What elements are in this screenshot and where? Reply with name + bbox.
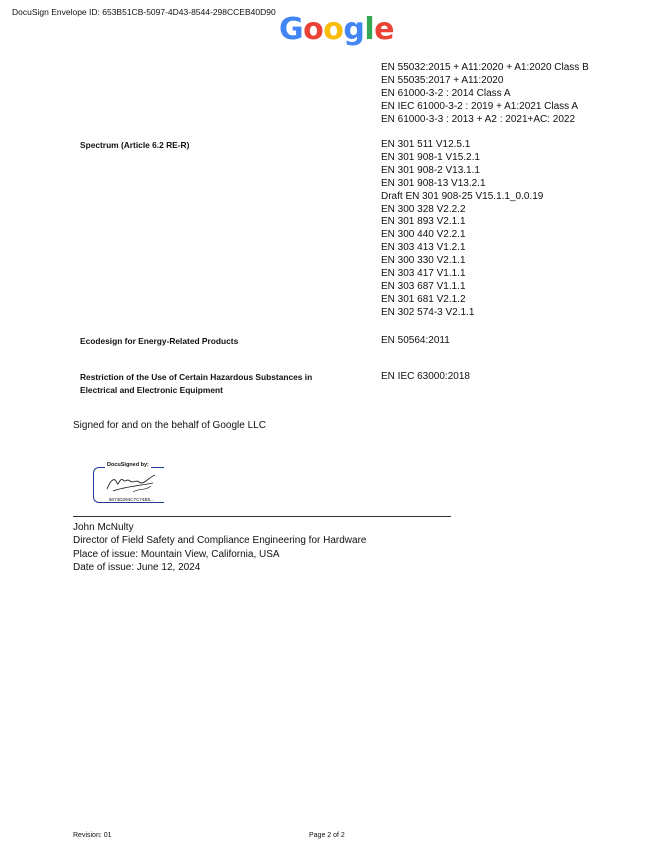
ecodesign-standard: EN 50564:2011 (381, 335, 450, 346)
logo-letter-e: e (374, 12, 395, 47)
emc-standard: EN 55032:2015 + A11:2020 + A1:2020 Class B (381, 62, 589, 73)
ecodesign-label: Ecodesign for Energy-Related Products (80, 336, 239, 346)
spectrum-standard: EN 301 908-1 V15.2.1 (381, 151, 480, 163)
footer-revision: Revision: 01 (73, 832, 112, 839)
spectrum-standard: EN 303 687 V1.1.1 (381, 280, 466, 292)
docusigned-by-label: DocuSigned by: (107, 462, 149, 468)
rohs-label-line1: Restriction of the Use of Certain Hazardous Substances in (80, 372, 313, 382)
signed-for-text: Signed for and on the behalf of Google LLC (73, 420, 266, 431)
logo-letter-o2: o (323, 12, 344, 47)
spectrum-standard: EN 301 511 V12.5.1 (381, 139, 471, 150)
spectrum-standard: EN 300 328 V2.2.2 (381, 203, 466, 215)
signer-name: John McNulty (73, 522, 134, 533)
footer-page-number: Page 2 of 2 (309, 832, 345, 839)
emc-standard: EN 61000-3-3 : 2013 + A2 : 2021+AC: 2022 (381, 113, 576, 125)
spectrum-standard: EN 301 908-2 V13.1.1 (381, 164, 480, 176)
logo-letter-g2: g (343, 12, 365, 47)
spectrum-standard: EN 302 574-3 V2.1.1 (381, 306, 475, 318)
date-of-issue: Date of issue: June 12, 2024 (73, 561, 201, 573)
spectrum-standard: EN 300 440 V2.2.1 (381, 229, 466, 241)
logo-letter-o1: o (303, 12, 324, 47)
rohs-label (80, 371, 312, 397)
emc-standards-list (381, 62, 589, 127)
logo-letter-l: l (364, 12, 375, 47)
spectrum-standards-list (381, 139, 543, 320)
spectrum-standard: EN 301 893 V2.1.1 (381, 216, 466, 228)
signer-block (73, 521, 366, 574)
emc-standard: EN 61000-3-2 : 2014 Class A (381, 87, 511, 99)
emc-standard: EN IEC 61000-3-2 : 2019 + A1:2021 Class A (381, 100, 579, 112)
emc-standard: EN 55035:2017 + A11:2020 (381, 74, 504, 86)
spectrum-standard: EN 301 908-13 V13.2.1 (381, 177, 486, 189)
spectrum-standard: EN 300 330 V2.1.1 (381, 255, 466, 267)
envelope-id: DocuSign Envelope ID: 653B51CB-5097-4D43-8544-298CCEB40D90 (12, 7, 276, 17)
spectrum-label: Spectrum (Article 6.2 RE-R) (80, 140, 190, 150)
spectrum-standard: Draft EN 301 908-25 V15.1.1_0.0.19 (381, 190, 544, 202)
spectrum-standard: EN 303 413 V1.2.1 (381, 242, 466, 254)
docusign-signature-block (93, 462, 183, 506)
docusign-id: 6074D294C7C74B5... (109, 497, 154, 502)
place-of-issue: Place of issue: Mountain View, California, USA (73, 548, 280, 560)
google-logo (279, 12, 394, 47)
spectrum-standard: EN 301 681 V2.1.2 (381, 293, 466, 305)
rohs-label-line2: Electrical and Electronic Equipment (80, 385, 223, 395)
spectrum-standard: EN 303 417 V1.1.1 (381, 268, 466, 280)
signer-title: Director of Field Safety and Compliance Engineering for Hardware (73, 535, 367, 547)
logo-letter-g1: G (279, 12, 304, 47)
handwritten-signature-icon (103, 471, 163, 497)
signature-line (73, 516, 451, 517)
rohs-standard: EN IEC 63000:2018 (381, 371, 470, 382)
